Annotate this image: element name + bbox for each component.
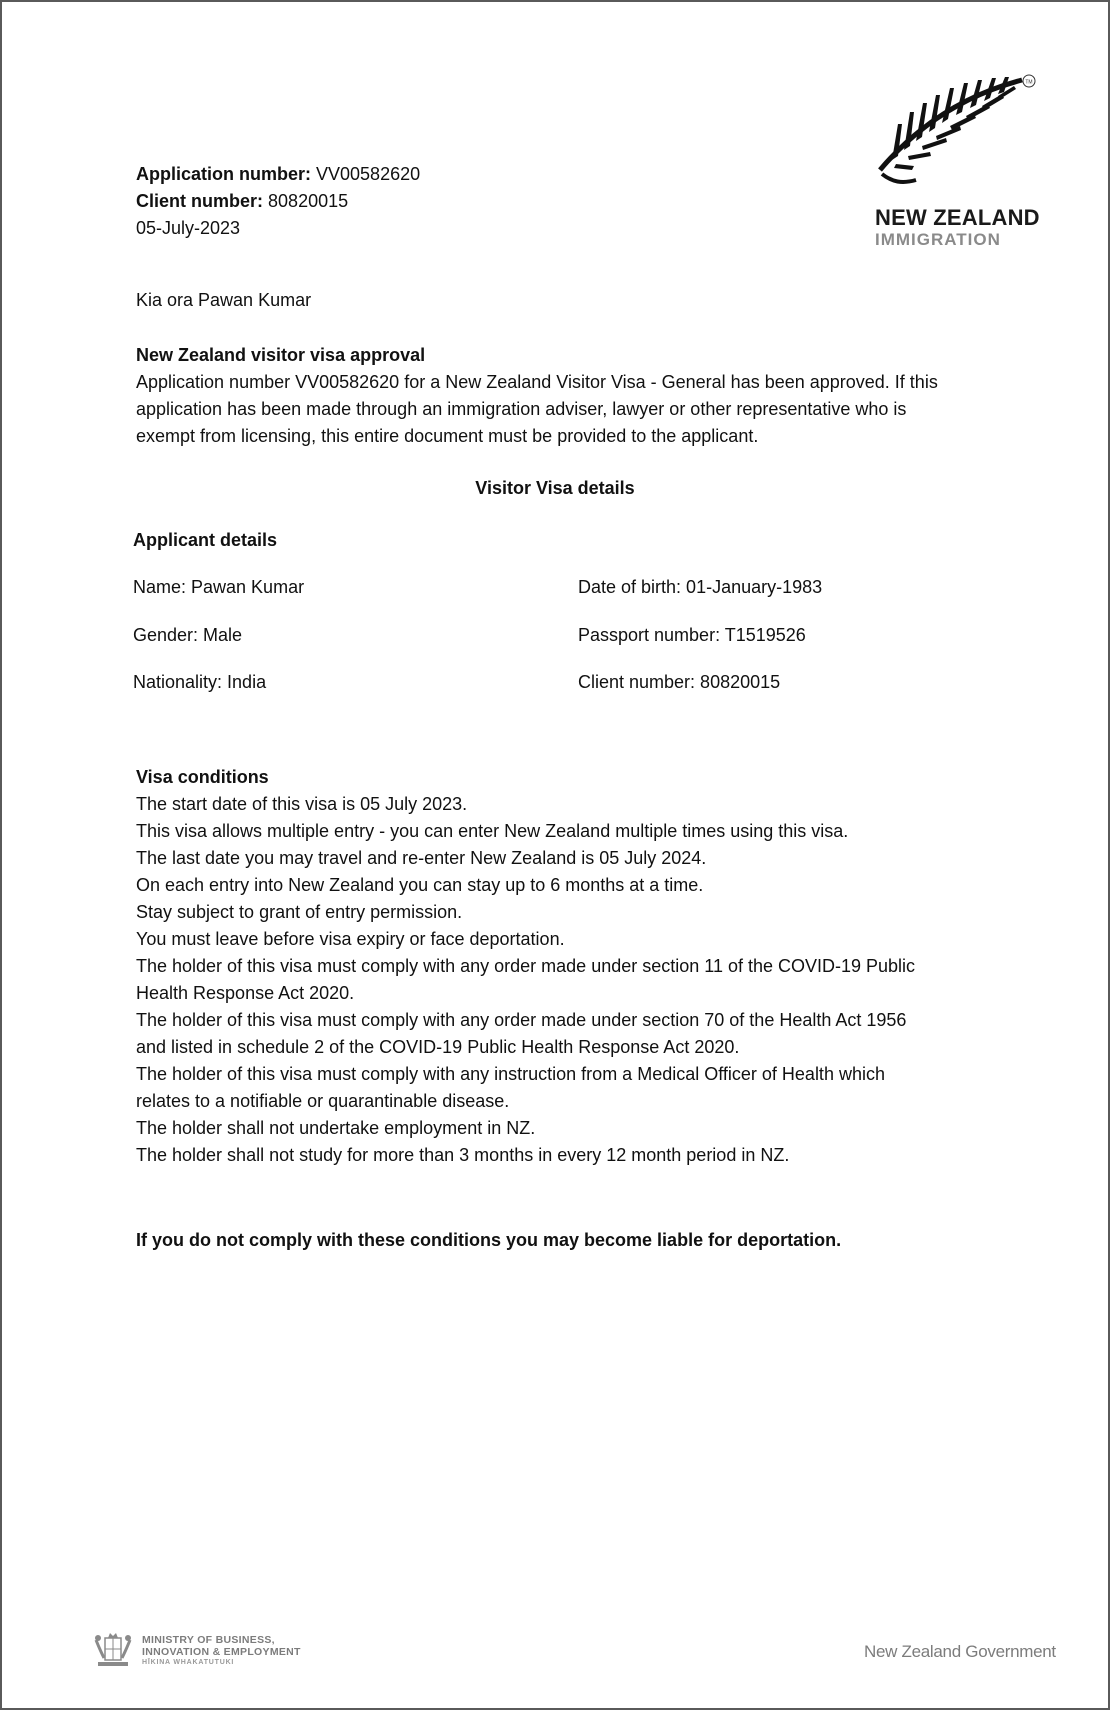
greeting: Kia ora Pawan Kumar [136, 290, 312, 310]
condition-line: The holder of this visa must comply with any order made under section 11 of the COVID-19 Public [136, 956, 916, 976]
applicant-details-title: Applicant details [133, 530, 278, 550]
approval-line: exempt from licensing, this entire document must be provided to the applicant. [136, 426, 759, 446]
nz-coat-of-arms-icon [90, 1630, 136, 1672]
mbie-line-3: HĪKINA WHAKATUTUKI [142, 1659, 235, 1666]
condition-line: Stay subject to grant of entry permission. [136, 902, 463, 922]
applicant-gender: Gender: Male [133, 625, 243, 645]
condition-line: The holder of this visa must comply with any instruction from a Medical Officer of Health which [136, 1064, 885, 1084]
client-number-value: 80820015 [268, 191, 349, 211]
mbie-text [142, 1634, 301, 1668]
logo-new-zealand-text: NEW ZEALAND [875, 205, 1040, 230]
visa-conditions-section [136, 764, 996, 1169]
trademark-text: TM [1025, 79, 1033, 86]
condition-line: relates to a notifiable or quarantinable disease. [136, 1091, 510, 1111]
approval-title: New Zealand visitor visa approval [136, 345, 426, 365]
application-number-value: VV00582620 [316, 164, 421, 184]
applicant-nationality: Nationality: India [133, 672, 267, 692]
approval-line: application has been made through an immigration adviser, lawyer or other representative who is [136, 399, 907, 419]
mbie-line-2: INNOVATION & EMPLOYMENT [142, 1646, 301, 1658]
condition-line: The holder of this visa must comply with any order made under section 70 of the Health Act 1956 [136, 1010, 907, 1030]
mbie-line-1: MINISTRY OF BUSINESS, [142, 1634, 275, 1646]
visa-conditions-title: Visa conditions [136, 767, 269, 787]
condition-line: This visa allows multiple entry - you can enter New Zealand multiple times using this visa. [136, 821, 849, 841]
approval-line: Application number VV00582620 for a New Zealand Visitor Visa - General has been approved. If this [136, 372, 938, 392]
visitor-visa-details-title: Visitor Visa details [475, 478, 635, 498]
condition-line: Health Response Act 2020. [136, 983, 355, 1003]
condition-line: The start date of this visa is 05 July 2023. [136, 794, 468, 814]
client-number-label: Client number: [136, 191, 264, 211]
silver-fern-icon [872, 72, 1042, 202]
condition-line: The last date you may travel and re-enter New Zealand is 05 July 2024. [136, 848, 707, 868]
nz-government-logo-text: New Zealand Government [864, 1642, 1056, 1661]
application-number-label: Application number: [136, 164, 311, 184]
letter-date: 05-July-2023 [136, 218, 241, 238]
logo-immigration-text: IMMIGRATION [875, 230, 1001, 249]
applicant-name: Name: Pawan Kumar [133, 577, 305, 597]
approval-section [136, 342, 986, 450]
trademark-icon [1022, 74, 1036, 88]
condition-line: and listed in schedule 2 of the COVID-19 Public Health Response Act 2020. [136, 1037, 740, 1057]
condition-line: The holder shall not study for more than 3 months in every 12 month period in NZ. [136, 1145, 790, 1165]
applicant-dob: Date of birth: 01-January-1983 [578, 577, 823, 597]
applicant-client-number: Client number: 80820015 [578, 672, 781, 692]
applicant-passport: Passport number: T1519526 [578, 625, 806, 645]
condition-line: The holder shall not undertake employment in NZ. [136, 1118, 536, 1138]
nz-immigration-logo [872, 72, 1042, 262]
condition-line: On each entry into New Zealand you can stay up to 6 months at a time. [136, 875, 704, 895]
mbie-footer-logo [90, 1630, 330, 1672]
application-number-row [136, 161, 420, 188]
client-number-row [136, 188, 420, 215]
application-header [136, 161, 420, 242]
condition-line: You must leave before visa expiry or face deportation. [136, 929, 565, 949]
deportation-warning: If you do not comply with these conditions you may become liable for deportation. [136, 1230, 842, 1250]
